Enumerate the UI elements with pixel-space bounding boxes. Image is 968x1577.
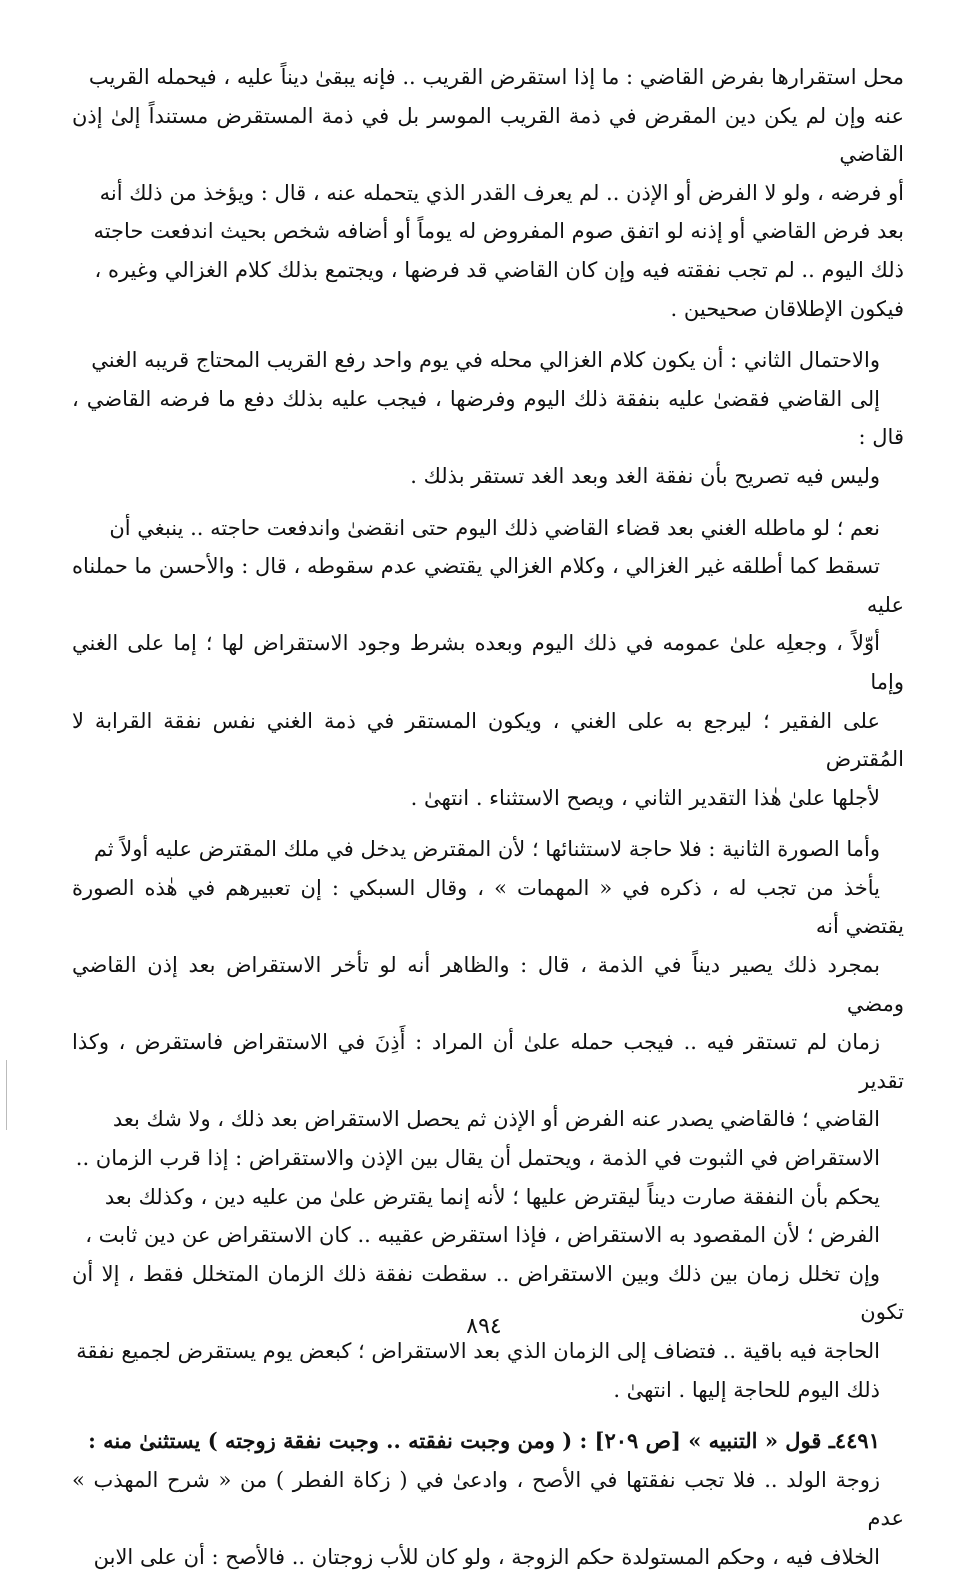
text-line: نعم ؛ لو ماطله الغني بعد قضاء القاضي ذلك اليوم حتى انقضىٰ واندفعت حاجته .. ينبغي أن — [109, 515, 880, 540]
text-line: القاضي ؛ فالقاضي يصدر عنه الفرض أو الإذن ثم يحصل الاستقراض بعد ذلك ، ولا شك بعد — [112, 1107, 880, 1132]
text-line: بمجرد ذلك يصير ديناً في الذمة ، قال : والظاهر أنه لو تأخر الاستقراض بعد إذن القاضي ومضي — [72, 953, 904, 1016]
text-line: أوّلاً ، وجعلِه علىٰ عمومه في ذلك اليوم وبعده بشرط وجود الاستقراض لها ؛ إما على الغني وإما — [72, 631, 904, 694]
scan-edge-mark — [6, 1060, 7, 1130]
paragraph-5 — [72, 1422, 904, 1576]
text-line: أو فرضه ، ولو لا الفرض أو الإذن .. لم يعرف القدر الذي يتحمله عنه ، قال : ويؤخذ من ذلك أنه — [99, 180, 904, 205]
text-line: إلى القاضي فقضىٰ عليه بنفقة ذلك اليوم وفرضها ، فيجب عليه بذلك دفع ما فرضه القاضي ، قال : — [72, 386, 904, 450]
paragraph-3 — [72, 509, 904, 818]
text-line: زوجة الولد .. فلا تجب نفقتها في الأصح ، وادعىٰ في ( زكاة الفطر ) من « شرح المهذب » عدم — [72, 1467, 904, 1531]
text-line: الحاجة فيه باقية .. فتضاف إلى الزمان الذي بعد الاستقراض ؛ كبعض يوم يستقرض لجميع نفقة — [76, 1339, 880, 1363]
paragraph-1 — [72, 58, 904, 328]
text-line: وإن تخلل زمان بين ذلك وبين الاستقراض .. سقطت نفقة ذلك الزمان المتخلل فقط ، إلا أن تكون — [72, 1261, 904, 1325]
text-line: على الفقير ؛ ليرجع به على الغني ، ويكون المستقر في ذمة الغني نفس نفقة القرابة لا المُقترض — [72, 708, 904, 772]
text-line: ذلك اليوم للحاجة إليها . انتهىٰ . — [613, 1377, 880, 1402]
text-line: تسقط كما أطلقه غير الغزالي ، وكلام الغزالي يقتضي عدم سقوطه ، قال : والأحسن ما حملناه عليه — [72, 554, 904, 617]
text-line: الخلاف فيه ، وحكم المستولدة حكم الزوجة ، ولو كان للأب زوجتان .. فالأصح : أن على الابن — [93, 1544, 880, 1569]
text-line: يأخذ من تجب له ، ذكره في « المهمات » ، وقال السبكي : إن تعبيرهم في هٰذه الصورة يقتضي أنه — [72, 875, 904, 939]
text-line: الفرض ؛ لأن المقصود به الاستقراض ، فإذا استقرض عقيبه .. كان الاستقراض عن دين ثابت ، — [85, 1223, 880, 1248]
text-line: فيكون الإطلاقان صحيحين . — [670, 296, 904, 321]
text-line: لأجلها علىٰ هٰذا التقدير الثاني ، ويصح الاستثناء . انتهىٰ . — [410, 785, 880, 810]
text-line: بعد فرض القاضي أو إذنه لو اتفق صوم المفروض له يوماً أو أضافه شخص بحيث اندفعت حاجته — [93, 219, 904, 244]
text-line: والاحتمال الثاني : أن يكون كلام الغزالي محله في يوم واحد رفع القريب المحتاج قريبه الغني — [91, 348, 880, 373]
text-line: وليس فيه تصريح بأن نفقة الغد وبعد الغد تستقر بذلك . — [410, 463, 880, 488]
text-line: الاستقراض في الثبوت في الذمة ، ويحتمل أن يقال بين الإذن والاستقراض : إذا قرب الزمان .. — [75, 1146, 880, 1171]
text-line: يحكم بأن النفقة صارت ديناً ليقترض عليها ؛ لأنه إنما يقترض علىٰ من عليه دين ، وكذلك بعد — [104, 1184, 880, 1209]
text-line: زمان لم تستقر فيه .. فيجب حمله علىٰ أن المراد : أَذِنَ في الاستقراض فاستقرض ، وكذا تقدير — [72, 1030, 904, 1093]
paragraph-2 — [72, 341, 904, 495]
text-line: ذلك اليوم .. لم تجب نفقته فيه وإن كان القاضي قد فرضها ، ويجتمع بذلك كلام الغزالي وغيره ، — [94, 257, 904, 282]
text-line: ٤٤٩١ـ قول « التنبيه » [ص ٢٠٩] : ( ومن وجبت نفقته .. وجبت نفقة زوجته ) يستثنىٰ منه : — [88, 1428, 880, 1454]
text-line: عنه وإن لم يكن دين المقرض في ذمة القريب الموسر بل في ذمة المستقرض مستنداً إلىٰ إذن القاضي — [72, 103, 904, 167]
page-number: ٨٩٤ — [466, 1314, 502, 1339]
text-line: وأما الصورة الثانية : فلا حاجة لاستثنائها ؛ لأن المقترض يدخل في ملك المقترض عليه أولاً ثم — [93, 837, 880, 862]
text-line: محل استقرارها بفرض القاضي : ما إذا استقرض القريب .. فإنه يبقىٰ ديناً عليه ، فيحمله القريب — [88, 65, 904, 89]
